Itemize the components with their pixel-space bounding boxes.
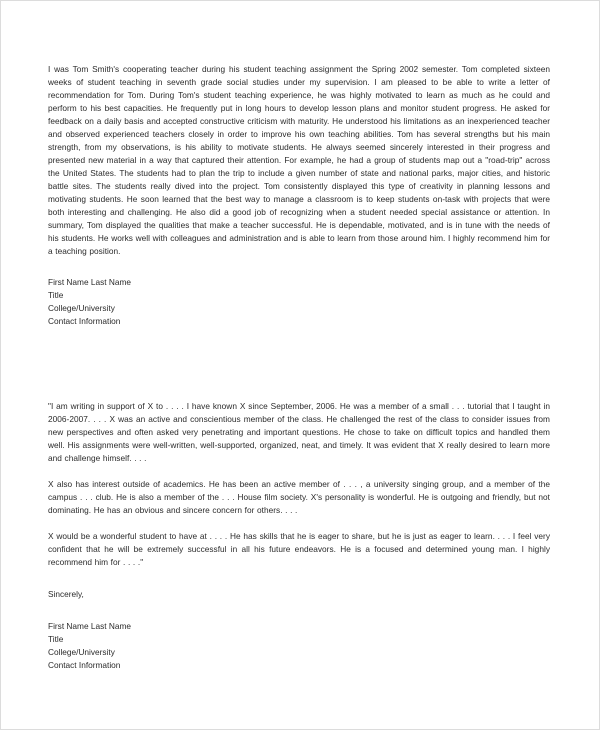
letter-separator-spacer (48, 328, 550, 400)
letter-one (48, 63, 550, 328)
letter-one-signature-title: Title (48, 290, 64, 300)
closing-spacer (48, 569, 550, 588)
letter-two-signature-institution: College/University (48, 647, 115, 657)
letter-one-body-paragraph: I was Tom Smith's cooperating teacher during his student teaching assignment the Spring 2002 semester. Tom completed sixteen weeks of student teaching in seventh grade social studies under my supervision. I am pleased to be able to write a letter of recommendation for Tom. During Tom's student teaching experience, he was highly motivated to learn as much as he could and perform to his best capacities. He frequently put in long hours to develop lesson plans and monitor student progress. He asked for feedback on a daily basis and accepted constructive criticism with maturity. He understood his limitations as an inexperienced teacher and observed experienced teachers closely in order to improve his own teaching abilities. Tom has several strengths but his main strength, from my observations, is his ability to motivate students. He always seemed sincerely interested in their progress and presented new material in a way that captured their attention. For example, he had a group of students map out a "road-trip" across the United States. The students had to plan the trip to include a given number of state and national parks, major cities, and historic battle sites. The students really dived into the project. Tom consistently displayed this type of creativity in planning lessons and motivating students. He soon learned that the best way to manage a classroom is to keep students on-task with projects that were both interesting and challenging. He also did a good job of recognizing when a student needed special assistance or attention. In summary, Tom displayed the qualities that make a teacher successful. He is dependable, motivated, and is in tune with the needs of his students. He works well with colleagues and administration and is able to learn from those around him. I highly recommend him for a teaching position. (48, 64, 550, 256)
letter-one-signature-name: First Name Last Name (48, 277, 131, 287)
letter-two-signature-name: First Name Last Name (48, 621, 131, 631)
letter-two-paragraph-2: X also has interest outside of academics. He has been an active member of . . . , a university singing group, and a member of the campus . . . club. He is also a member of the . . . House film society. X's personality is wonderful. He is outgoing and friendly, but not dominating. He has an obvious and sincere concern for others. . . . (48, 479, 550, 515)
letter-two-paragraph-3: X would be a wonderful student to have at . . . . He has skills that he is eager to share, but he is just as eager to learn. . . . I feel very confident that he will be extremely successful in all his future endeavors. He is a focused and determined young man. I highly recommend him for . . . ." (48, 531, 550, 567)
letter-one-signature-block (48, 276, 550, 328)
paragraph-spacer-2 (48, 517, 550, 530)
letter-two-signature-contact: Contact Information (48, 660, 121, 670)
letter-two (48, 400, 550, 672)
letter-one-signature-institution: College/University (48, 303, 115, 313)
letter-two-closing: Sincerely, (48, 589, 84, 599)
paragraph-spacer-1 (48, 465, 550, 478)
letter-two-signature-title: Title (48, 634, 64, 644)
letter-two-paragraph-1: "I am writing in support of X to . . . . I have known X since September, 2006. He was a member of a small . . . tutorial that I taught in 2006-2007. . . . X was an active and conscientious member of the class. He challenged the rest of the class to consider issues from new perspectives and often asked very penetrating and important questions. He chose to take on difficult topics and handled them well. His assignments were well-written, well-supported, organized, neat, and timely. It was evident that X really desired to learn more and challenge himself. . . . (48, 401, 550, 463)
document-body (48, 63, 550, 672)
letter-one-signature-contact: Contact Information (48, 316, 121, 326)
letter-two-signature-block (48, 620, 550, 672)
